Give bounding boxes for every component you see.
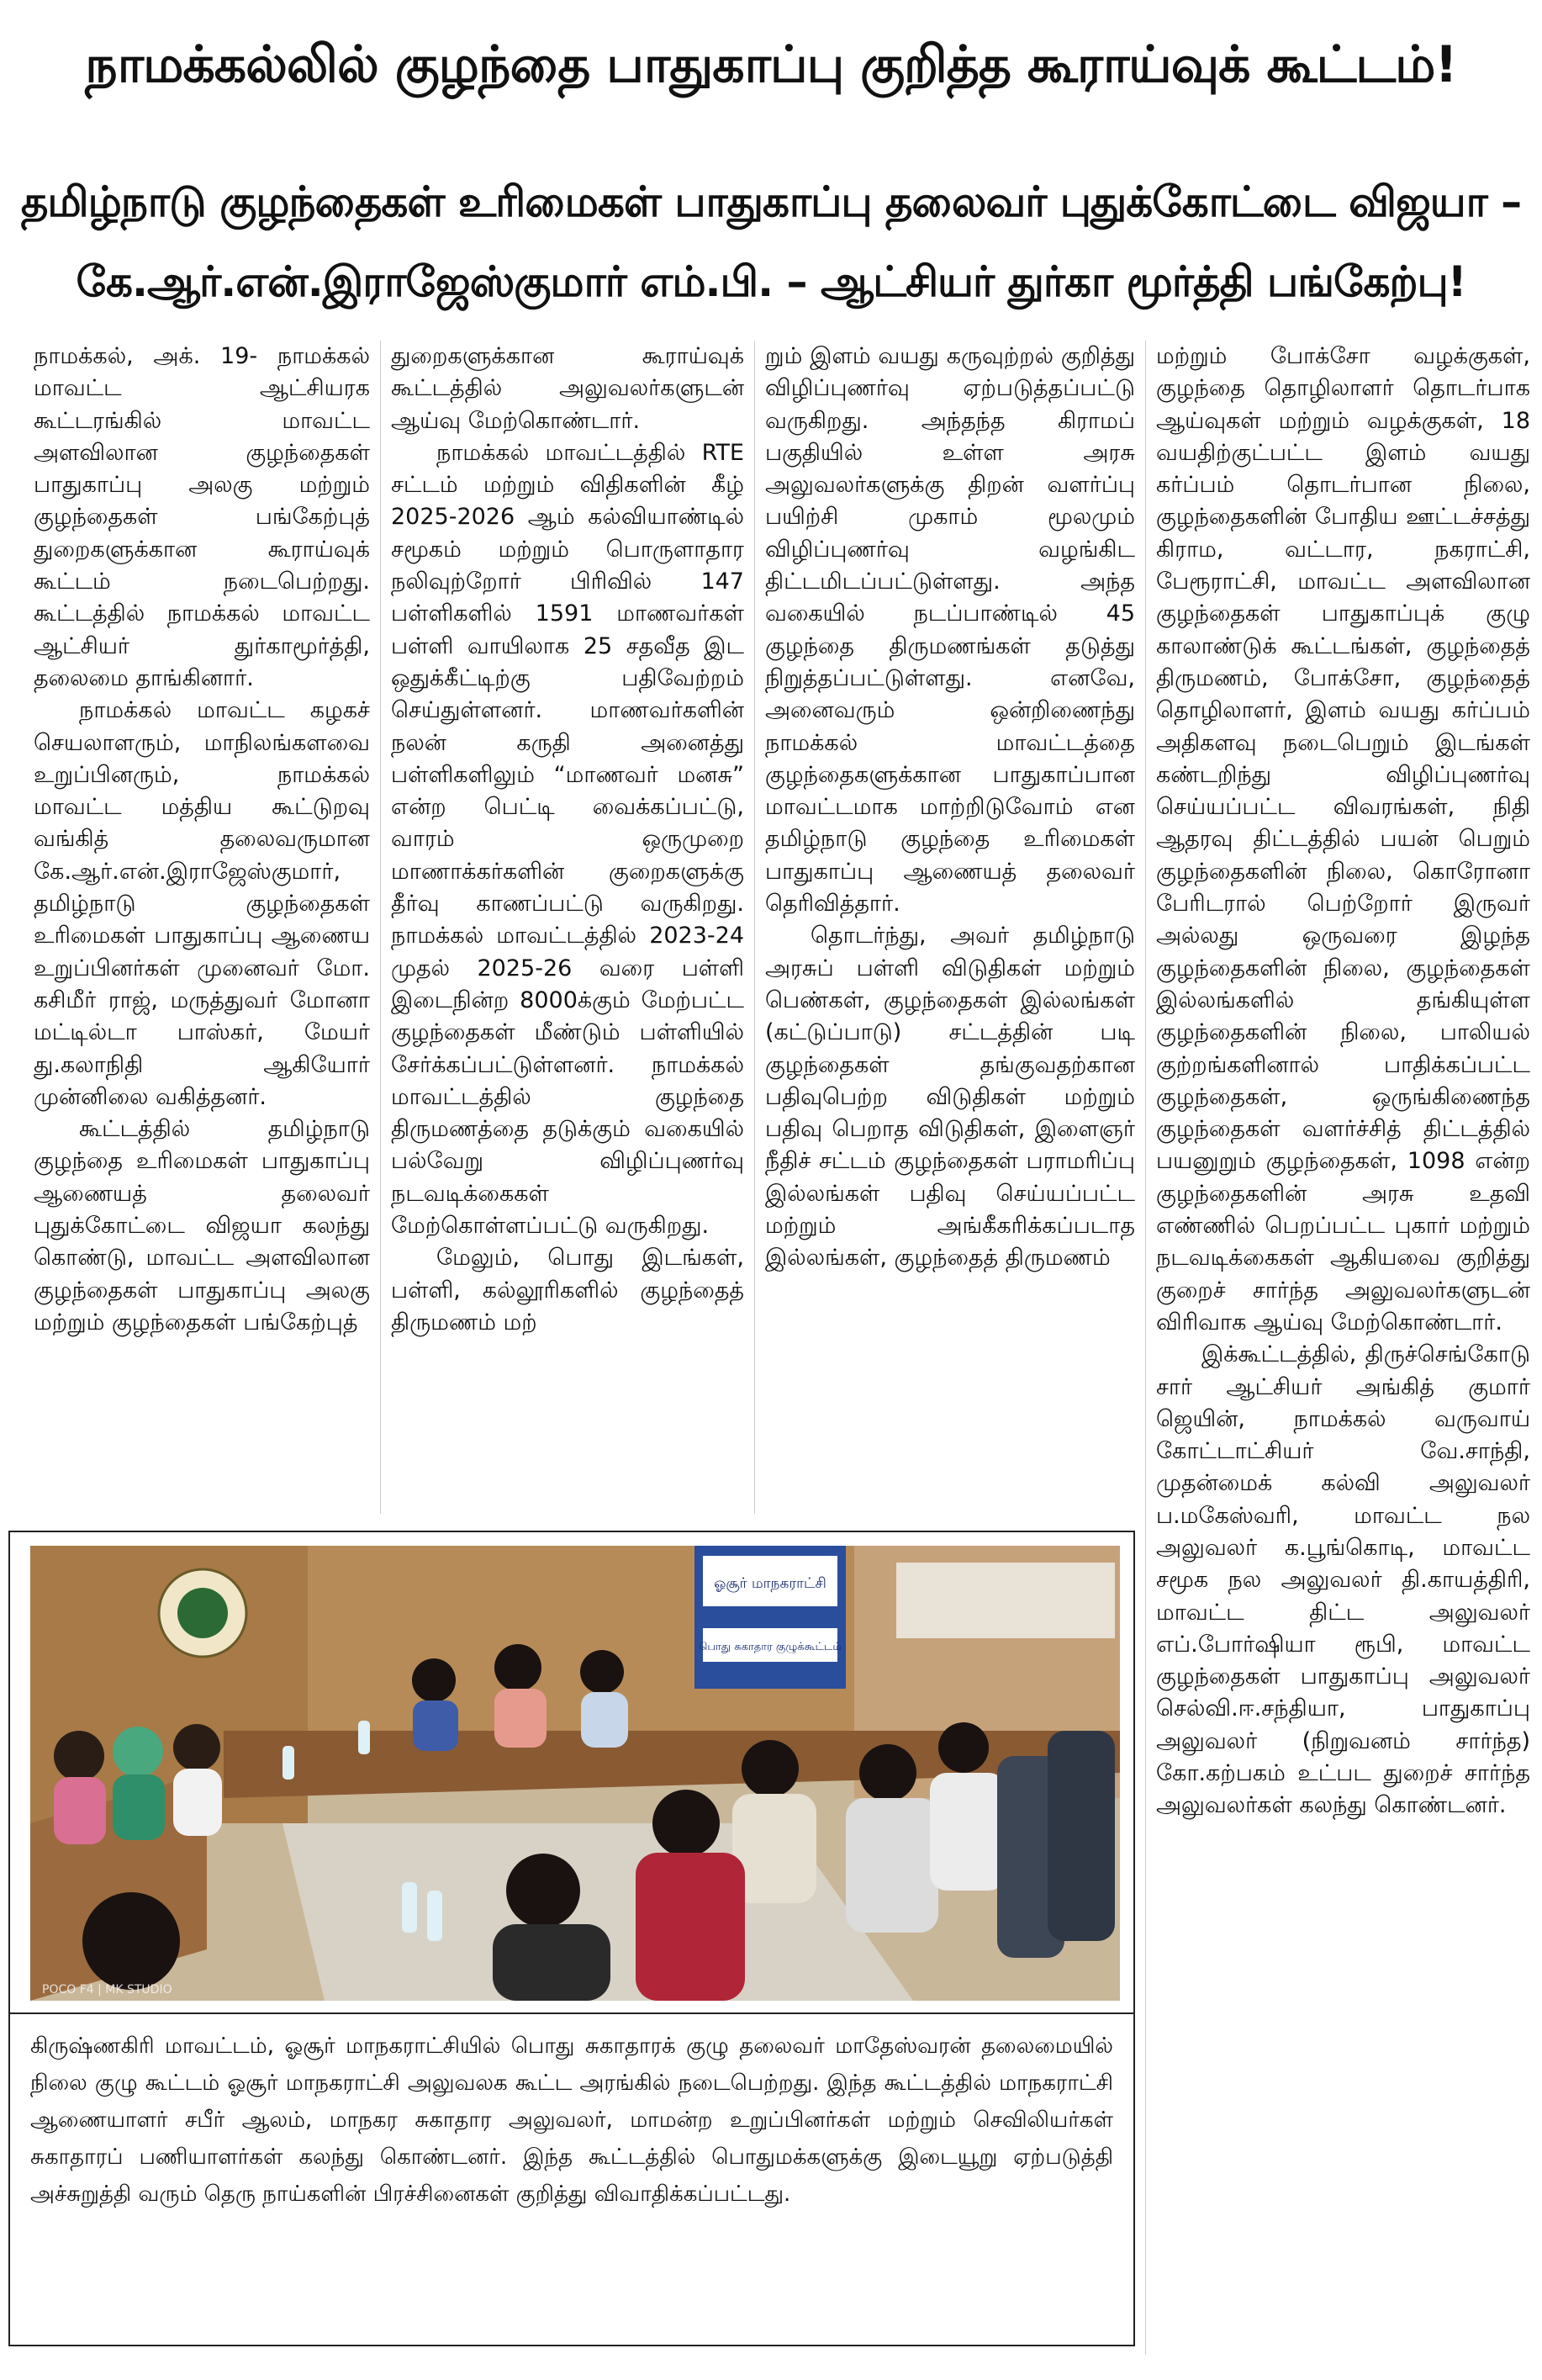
column-divider	[754, 341, 755, 1514]
subheadline-line-2: கே.ஆர்.என்.இராஜேஸ்குமார் எம்.பி. – ஆட்சியர் துர்கா மூர்த்தி பங்கேற்பு!	[76, 257, 1466, 306]
column-divider	[380, 341, 381, 1514]
article-paragraph: மேலும், பொது இடங்கள், பள்ளி, கல்லூரிகளில் குழந்தைத் திருமணம் மற்	[391, 1245, 744, 1335]
article-paragraph: நாமக்கல் மாவட்டத்தில் RTE சட்டம் மற்றும் விதிகளின் கீழ் 2025-2026 ஆம் கல்வியாண்டில் சமூகம் மற்றும் பொருளாதார நலிவுற்றோர் பிரிவில் 147 பள்ளிகளில் 1591 மாணவர்கள் பள்ளி வாயிலாக 25 சதவீத இட ஒதுக்கீட்டிற்கு பதிவேற்றம் செய்துள்ளனர். மாணவர்களின் நலன் கருதி அனைத்து பள்ளிகளிலும் “மாணவர் மனசு” என்ற பெட்டி வைக்கப்பட்டு, வாரம் ஒருமுறை மாணாக்கர்களின் குறைகளுக்கு தீர்வு காணப்பட்டு வருகிறது. நாமக்கல் மாவட்டத்தில் 2023-24 முதல் 2025-26 வரை பள்ளி இடைநின்ற 8000க்கும் மேற்பட்ட குழந்தைகள் மீண்டும் பள்ளியில் சேர்க்கப்பட்டுள்ளனர். நாமக்கல் மாவட்டத்தில் குழந்தை திருமணத்தை தடுக்கும் வகையில் பல்வேறு விழிப்புணர்வு நடவடிக்கைகள் மேற்கொள்ளப்பட்டு வருகிறது.	[391, 439, 744, 1240]
banner-subtitle: பொது சுகாதார குழுக்கூட்டம்	[699, 1641, 842, 1653]
photo-caption: கிருஷ்ணகிரி மாவட்டம், ஓசூர் மாநகராட்சியில் பொது சுகாதாரக் குழு தலைவர் மாதேஸ்வரன் தலைமையில் நிலை குழு கூட்டம் ஓசூர் மாநகராட்சி அலுவலக கூட்ட அரங்கில் நடைபெற்றது. இந்த கூட்டத்தில் மாநகராட்சி ஆணையாளர் சபீர் ஆலம், மாநகர சுகாதார அலுவலர், மாமன்ற உறுப்பினர்கள் மற்றும் செவிலியர்கள் சுகாதாரப் பணியாளர்கள் கலந்து கொண்டனர். இந்த கூட்டத்தில் பொதுமக்களுக்கு இடையூறு ஏற்படுத்தி அச்சுறுத்தி வரும் தெரு நாய்களின் பிரச்சினைகள் குறித்து விவாதிக்கப்பட்டது.	[30, 2034, 1113, 2207]
article-column-1	[34, 341, 370, 1514]
article-paragraph: கூட்டத்தில் தமிழ்நாடு குழந்தை உரிமைகள் பாதுகாப்பு ஆணையத் தலைவர் புதுக்கோட்டை விஜயா கலந்து கொண்டு, மாவட்ட அளவிலான குழந்தைகள் பாதுகாப்பு அலகு மற்றும் குழந்தைகள் பங்கேற்புத்	[34, 1116, 370, 1335]
column-divider	[1145, 341, 1146, 2355]
article-paragraph: நாமக்கல் மாவட்ட கழகச் செயலாளரும், மாநிலங்களவை உறுப்பினரும், நாமக்கல் மாவட்ட மத்திய கூட்டுறவு வங்கித் தலைவருமான கே.ஆர்.என்.இராஜேஸ்குமார், தமிழ்நாடு குழந்தைகள் உரிமைகள் பாதுகாப்பு ஆணைய உறுப்பினர்கள் முனைவர் மோ. கசிமீர் ராஜ், மருத்துவர் மோனா மட்டில்டா பாஸ்கர், மேயர் து.கலாநிதி ஆகியோர் முன்னிலை வகித்தனர்.	[34, 697, 370, 1110]
headline: நாமக்கல்லில் குழந்தை பாதுகாப்பு குறித்த கூராய்வுக் கூட்டம்!	[85, 35, 1457, 94]
photo-caption-box	[8, 2014, 1135, 2346]
article-paragraph: இக்கூட்டத்தில், திருச்செங்கோடு சார் ஆட்சியர் அங்கித் குமார் ஜெயின், நாமக்கல் வருவாய் கோட்டாட்சியர் வே.சாந்தி, முதன்மைக் கல்வி அலுவலர் ப.மகேஸ்வரி, மாவட்ட நல அலுவலர் க.பூங்கொடி, மாவட்ட சமூக நல அலுவலர் தி.காயத்திரி, மாவட்ட திட்ட அலுவலர் எப்.போர்ஷியா ரூபி, மாவட்ட குழந்தைகள் பாதுகாப்பு அலுவலர் செல்வி.ஈ.சந்தியா, பாதுகாப்பு அலுவலர் (நிறுவனம் சார்ந்த) கோ.கற்பகம் உட்பட துறைச் சார்ந்த அலுவலர்கள் கலந்து கொண்டனர்.	[1156, 1341, 1530, 1819]
article-paragraph: றும் இளம் வயது கருவுற்றல் குறித்து விழிப்புணர்வு ஏற்படுத்தப்பட்டு வருகிறது. அந்தந்த கிராமப் பகுதியில் உள்ள அரசு அலுவலர்களுக்கு திறன் வளர்ப்பு பயிற்சி முகாம் மூலமும் விழிப்புணர்வு வழங்கிட திட்டமிடப்பட்டுள்ளது. அந்த வகையில் நடப்பாண்டில் 45 குழந்தை திருமணங்கள் தடுத்து நிறுத்தப்பட்டுள்ளது. எனவே, அனைவரும் ஒன்றிணைந்து நாமக்கல் மாவட்டத்தை குழந்தைகளுக்கான பாதுகாப்பான மாவட்டமாக மாற்றிடுவோம் என தமிழ்நாடு குழந்தை உரிமைகள் பாதுகாப்பு ஆணையத் தலைவர் தெரிவித்தார்.	[765, 343, 1135, 918]
meeting-photo	[30, 1546, 1120, 2001]
subheadline-line-1: தமிழ்நாடு குழந்தைகள் உரிமைகள் பாதுகாப்பு தலைவர் புதுக்கோட்டை விஜயா –	[20, 177, 1522, 226]
news-photo-frame	[8, 1531, 1135, 2014]
article-paragraph: துறைகளுக்கான கூராய்வுக் கூட்டத்தில் அலுவலர்களுடன் ஆய்வு மேற்கொண்டார்.	[391, 343, 744, 434]
article-paragraph: நாமக்கல், அக். 19- நாமக்கல் மாவட்ட ஆட்சியரக கூட்டரங்கில் மாவட்ட அளவிலான குழந்தைகள் பாதுகாப்பு அலகு மற்றும் குழந்தைகள் பங்கேற்புத் துறைகளுக்கான கூராய்வுக் கூட்டம் நடைபெற்றது. கூட்டத்தில் நாமக்கல் மாவட்ட ஆட்சியர் துர்காமூர்த்தி, தலைமை தாங்கினார்.	[34, 343, 370, 691]
article-column-2	[391, 341, 744, 1514]
article-column-3	[765, 341, 1135, 1514]
article-paragraph: தொடர்ந்து, அவர் தமிழ்நாடு அரசுப் பள்ளி விடுதிகள் மற்றும் பெண்கள், குழந்தைகள் இல்லங்கள் (கட்டுப்பாடு) சட்டத்தின் படி குழந்தைகள் தங்குவதற்கான பதிவுபெற்ற விடுதிகள் மற்றும் பதிவு பெறாத விடுதிகள், இளைஞர் நீதிச் சட்டம் குழந்தைகள் பராமரிப்பு இல்லங்கள் பதிவு செய்யப்பட்ட மற்றும் அங்கீகரிக்கப்படாத இல்லங்கள், குழந்தைத் திருமணம்	[765, 923, 1135, 1272]
banner-title: ஓசூர் மாநகராட்சி	[714, 1575, 826, 1592]
article-column-4	[1156, 341, 1530, 2355]
photo-watermark: POCO F4 | MK STUDIO	[42, 1983, 172, 1997]
article-paragraph: மற்றும் போக்சோ வழக்குகள், குழந்தை தொழிலாளர் தொடர்பாக ஆய்வுகள் மற்றும் வழக்குகள், 18 வயதிற்குட்பட்ட இளம் வயது கர்ப்பம் தொடர்பான நிலை, குழந்தைகளின் போதிய ஊட்டச்சத்து கிராம, வட்டார, நகராட்சி, பேரூராட்சி, மாவட்ட அளவிலான குழந்தைகள் பாதுகாப்புக் குழு காலாண்டுக் கூட்டங்கள், குழந்தைத் திருமணம், போக்சோ, குழந்தைத் தொழிலாளர், இளம் வயது கர்ப்பம் அதிகளவு நடைபெறும் இடங்கள் கண்டறிந்து விழிப்புணர்வு செய்யப்பட்ட விவரங்கள், நிதி ஆதரவு திட்டத்தில் பயன் பெறும் குழந்தைகளின் நிலை, கொரோனா பேரிடரால் பெற்றோர் இருவர் அல்லது ஒருவரை இழந்த குழந்தைகளின் நிலை, குழந்தைகள் இல்லங்களில் தங்கியுள்ள குழந்தைகளின் நிலை, பாலியல் குற்றங்களினால் பாதிக்கப்பட்ட குழந்தைகள், ஒருங்கிணைந்த குழந்தைகள் வளர்ச்சித் திட்டத்தில் பயனுறும் குழந்தைகள், 1098 என்ற குழந்தைகளின் அரசு உதவி எண்ணில் பெறப்பட்ட புகார் மற்றும் நடவடிக்கைகள் ஆகியவை குறித்து குறைச் சார்ந்த அலுவலர்களுடன் விரிவாக ஆய்வு மேற்கொண்டார்.	[1156, 343, 1530, 1335]
